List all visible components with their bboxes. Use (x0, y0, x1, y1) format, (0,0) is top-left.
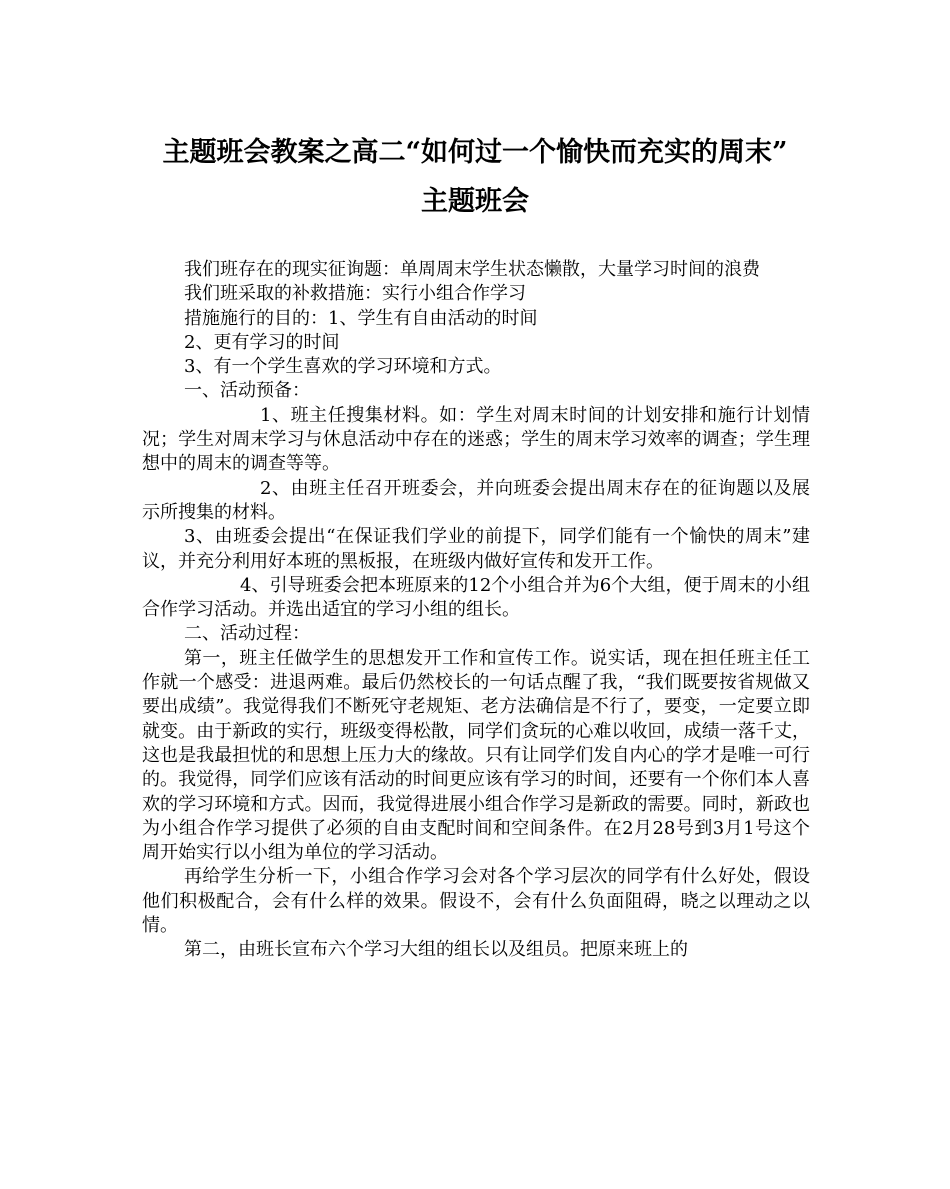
document-body (142, 258, 810, 963)
paragraph-process-analysis: 再给学生分析一下，小组合作学习会对各个学习层次的同学有什么好处，假设他们积极配合，会有什么样的效果。假设不，会有什么负面阻碍，晓之以理动之以情。 (142, 866, 810, 937)
document-title-line-2: 主题班会 (421, 186, 529, 217)
section-heading-preparation: 一、活动预备： (184, 380, 310, 402)
paragraph-prep-4: 4、引导班委会把本班原来的12个小组合并为6个大组，便于周末的小组合作学习活动。并选出适宜的学习小组的组长。 (142, 574, 810, 621)
document-title-line-1: 主题班会教案之高二“如何过一个愉快而充实的周末” (162, 137, 788, 168)
paragraph-measures: 我们班采取的补救措施：实行小组合作学习 (184, 283, 526, 305)
paragraph-prep-2: 2、由班主任召开班委会，并向班委会提出周末存在的征询题以及展示所搜集的材料。 (142, 477, 810, 523)
paragraph-process-first: 第一，班主任做学生的思想发开工作和宣传工作。说实话，现在担任班主任工作就一个感受：进退两难。最后仍然校长的一句话点醒了我，“我们既要按省规做又要出成绩”。我觉得我们不断死守老规矩、老方法确信是不行了，要变，一定要立即就变。由于新政的实行，班级变得松散，同学们贪玩的心难以收回，成绩一落千丈，这也是我最担忧的和思想上压力大的缘故。只有让同学们发自内心的学才是唯一可行的。我觉得，同学们应该有活动的时间更应该有学习的时间，还要有一个你们本人喜欢的学习环境和方式。因而，我觉得进展小组合作学习是新政的需要。同时，新政也为小组合作学习提供了必须的自由支配时间和空间条件。在2月28号到3月1号这个周开始实行以小组为单位的学习活动。 (142, 647, 810, 864)
section-heading-process: 二、活动过程： (184, 623, 310, 645)
paragraph-purpose: 措施施行的目的：1、学生有自由活动的时间 (184, 307, 538, 329)
paragraph-purpose-2: 2、更有学习的时间 (184, 331, 340, 353)
paragraph-problem: 我们班存在的现实征询题：单周周末学生状态懒散，大量学习时间的浪费 (184, 259, 760, 280)
paragraph-process-second: 第二，由班长宣布六个学习大组的组长以及组员。把原来班上的 (184, 939, 688, 961)
paragraph-prep-1: 1、班主任搜集材料。如：学生对周末时间的计划安排和施行计划情况；学生对周末学习与休息活动中存在的迷惑；学生的周末学习效率的调查；学生理想中的周末的调查等等。 (142, 404, 810, 475)
paragraph-prep-3: 3、由班委会提出“在保证我们学业的前提下，同学们能有一个愉快的周末”建议，并充分利用好本班的黑板报，在班级内做好宣传和发开工作。 (142, 526, 810, 572)
paragraph-purpose-3: 3、有一个学生喜欢的学习环境和方式。 (184, 356, 502, 378)
